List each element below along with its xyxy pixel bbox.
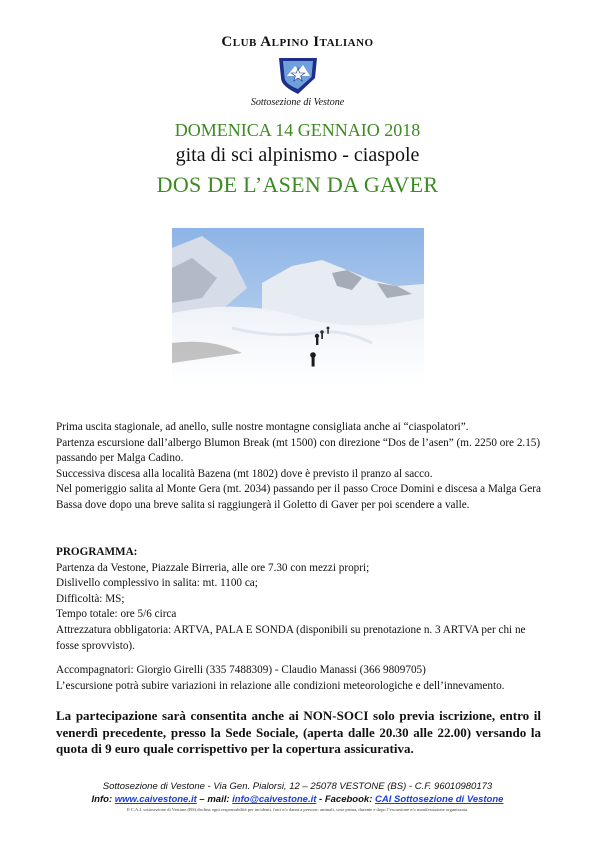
club-name: Club Alpino Italiano [221,34,374,50]
event-date: DOMENICA 14 GENNAIO 2018 [174,120,421,140]
participation-notice: La partecipazione sarà consentita anche ai NON-SOCI solo previa iscrizione, entro il venerdì precedente, presso la Sede Sociale, (aperta dalle 20.30 alle 22.00) versando la quota di 9 euro quale corrispettivo per la copertura assicurativa. [56,708,541,756]
guides-line: L’escursione potrà subire variazioni in relazione alle condizioni meteorologiche e dell’innevamento. [56,679,505,692]
description [56,420,541,514]
program-line: Partenza da Vestone, Piazzale Birreria, alle ore 7.30 con mezzi propri; [56,561,370,574]
cai-logo-icon [275,54,321,94]
website-link[interactable]: www.caivestone.it [114,794,197,805]
subsection-name: Sottosezione di Vestone [250,97,345,108]
description-line: Successiva discesa alla località Bazena (mt 1802) dove è previsto il pranzo al sacco. [56,467,433,480]
email-link[interactable]: info@caivestone.it [232,794,317,805]
program-line: Dislivello complessivo in salita: mt. 1100 ca; [56,577,258,590]
program-line: Difficoltà: MS; [56,592,125,605]
guides-line: Accompagnatori: Giorgio Girelli (335 7488309) - Claudio Manassi (366 9809705) [56,664,426,676]
description-line: Partenza escursione dall’albergo Blumon Break (mt 1500) con direzione “Dos de l’asen” (m. 2250 ore 2.15) passando per Malga Cadino. [56,436,541,465]
program-section [56,545,541,654]
facebook-link[interactable]: CAI Sottosezione di Vestone [375,794,504,805]
mail-label: – mail: [199,794,230,805]
footer-disclaimer: Il C.A.I. sottosezione di Vestone (BS) declina ogni responsabilità per incidenti, furti e/o danni a persone, animali, cose prima, durante e dopo l’escursione e/o manifestazione organizzata. [126,807,469,812]
description-line: Prima uscita stagionale, ad anello, sulle nostre montagne consigliata anche ai “ciaspolatori”. [56,421,469,433]
program-line: Attrezzatura obbligatoria: ARTVA, PALA E SONDA (disponibili su prenotazione n. 3 ARTVA per chi ne fosse sprovvisto). [56,623,526,652]
facebook-label: - Facebook: [319,794,373,805]
event-title: DOS DE L’ASEN DA GAVER [156,172,439,197]
footer-info [0,794,595,805]
program-line: Tempo totale: ore 5/6 circa [56,608,177,621]
program-heading: PROGRAMMA: [56,546,138,558]
snowy-mountain-photo [172,228,424,388]
footer-address: Sottosezione di Vestone - Via Gen. Pialorsi, 12 – 25078 VESTONE (BS) - C.F. 96010980173 [102,781,493,792]
event-type: gita di sci alpinismo - ciaspole [175,144,420,166]
description-line: Nel pomeriggio salita al Monte Gera (mt. 2034) passando per il passo Croce Domini e discesa a Malga Gera Bassa dove dopo una breve salita si raggiungerà il Goletto di Gaver per poi scendere a valle. [56,483,541,511]
info-label: Info: [91,794,113,805]
guides-section [56,663,541,694]
